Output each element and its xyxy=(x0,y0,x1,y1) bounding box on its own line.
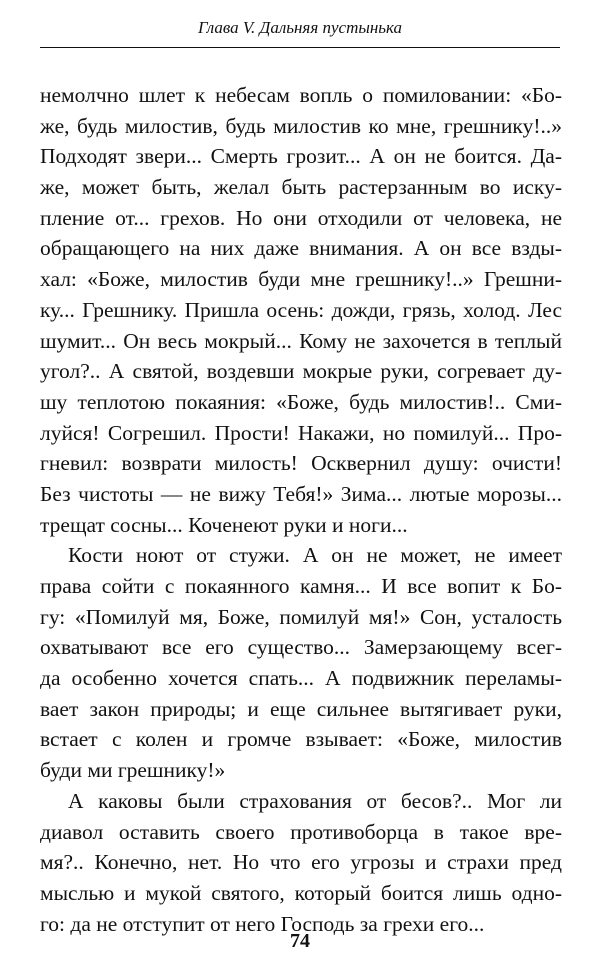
text-line: гу: «Помилуй мя, Боже, помилуй мя!» Сон, усталость xyxy=(40,604,562,629)
text-line: гневил: возврати милость! Осквернил душу: очисти! xyxy=(40,451,562,476)
page-number: 74 xyxy=(290,930,310,952)
text-line: ку... Грешнику. Пришла осень: дожди, грязь, холод. Лес xyxy=(40,297,562,322)
text-line: вает закон природы; и еще сильнее вытягивает руки, xyxy=(40,696,562,721)
text-line: хал: «Боже, милостив буди мне грешнику!..» Грешни- xyxy=(40,267,562,292)
text-line: мя?.. Конечно, нет. Но что его угрозы и страхи пред xyxy=(40,850,562,875)
text-line: обращающего на них даже внимания. А он все взды- xyxy=(40,236,562,261)
body-text xyxy=(40,80,562,939)
text-line: охватывают все его существо... Замерзающему всег- xyxy=(40,635,562,660)
running-head: Глава V. Дальняя пустынька xyxy=(40,18,560,48)
text-line: же, может быть, желал быть растерзанным во иску- xyxy=(40,175,562,200)
text-line: же, будь милостив, будь милостив ко мне, грешнику!..» xyxy=(40,113,562,138)
text-line: мыслью и мукой святого, который боится лишь одно- xyxy=(40,880,562,905)
text-line: немолчно шлет к небесам вопль о помиловании: «Бо- xyxy=(40,83,562,107)
text-line: луйся! Согрешил. Прости! Накажи, но помилуй... Про- xyxy=(40,420,562,445)
text-line: шу теплотою покаяния: «Боже, будь милостив!.. Сми- xyxy=(40,389,562,414)
text-line: трещат сосны... Коченеют руки и ноги... xyxy=(40,512,408,537)
text-line: да особенно хочется спать... А подвижник переламы- xyxy=(40,666,562,691)
text-line: права сойти с покаянного камня... И все вопит к Бо- xyxy=(40,574,562,598)
text-line: буди ми грешнику!» xyxy=(40,758,226,783)
paragraph-first-line: Кости ноют от стужи. А он не может, не имеет xyxy=(68,543,562,568)
text-line: пление от... грехов. Но они отходили от человека, не xyxy=(40,205,562,230)
paragraph-first-line: А каковы были страхования от бесов?.. Мог ли xyxy=(68,788,562,813)
text-line: угол?.. А святой, воздевши мокрые руки, согревает ду- xyxy=(40,359,562,384)
text-line: встает с колен и громче взывает: «Боже, милостив xyxy=(40,727,562,752)
text-line: диавол оставить своего противоборца в такое вре- xyxy=(40,819,562,844)
text-line: Подходят звери... Смерть грозит... А он не боится. Да- xyxy=(40,144,562,169)
text-line: го: да не отступит от него Господь за грехи его... xyxy=(40,911,485,936)
text-line: Без чистоты — не вижу Тебя!» Зима... лютые морозы... xyxy=(40,481,562,506)
text-line: шумит... Он весь мокрый... Кому не захочется в теплый xyxy=(40,328,562,353)
